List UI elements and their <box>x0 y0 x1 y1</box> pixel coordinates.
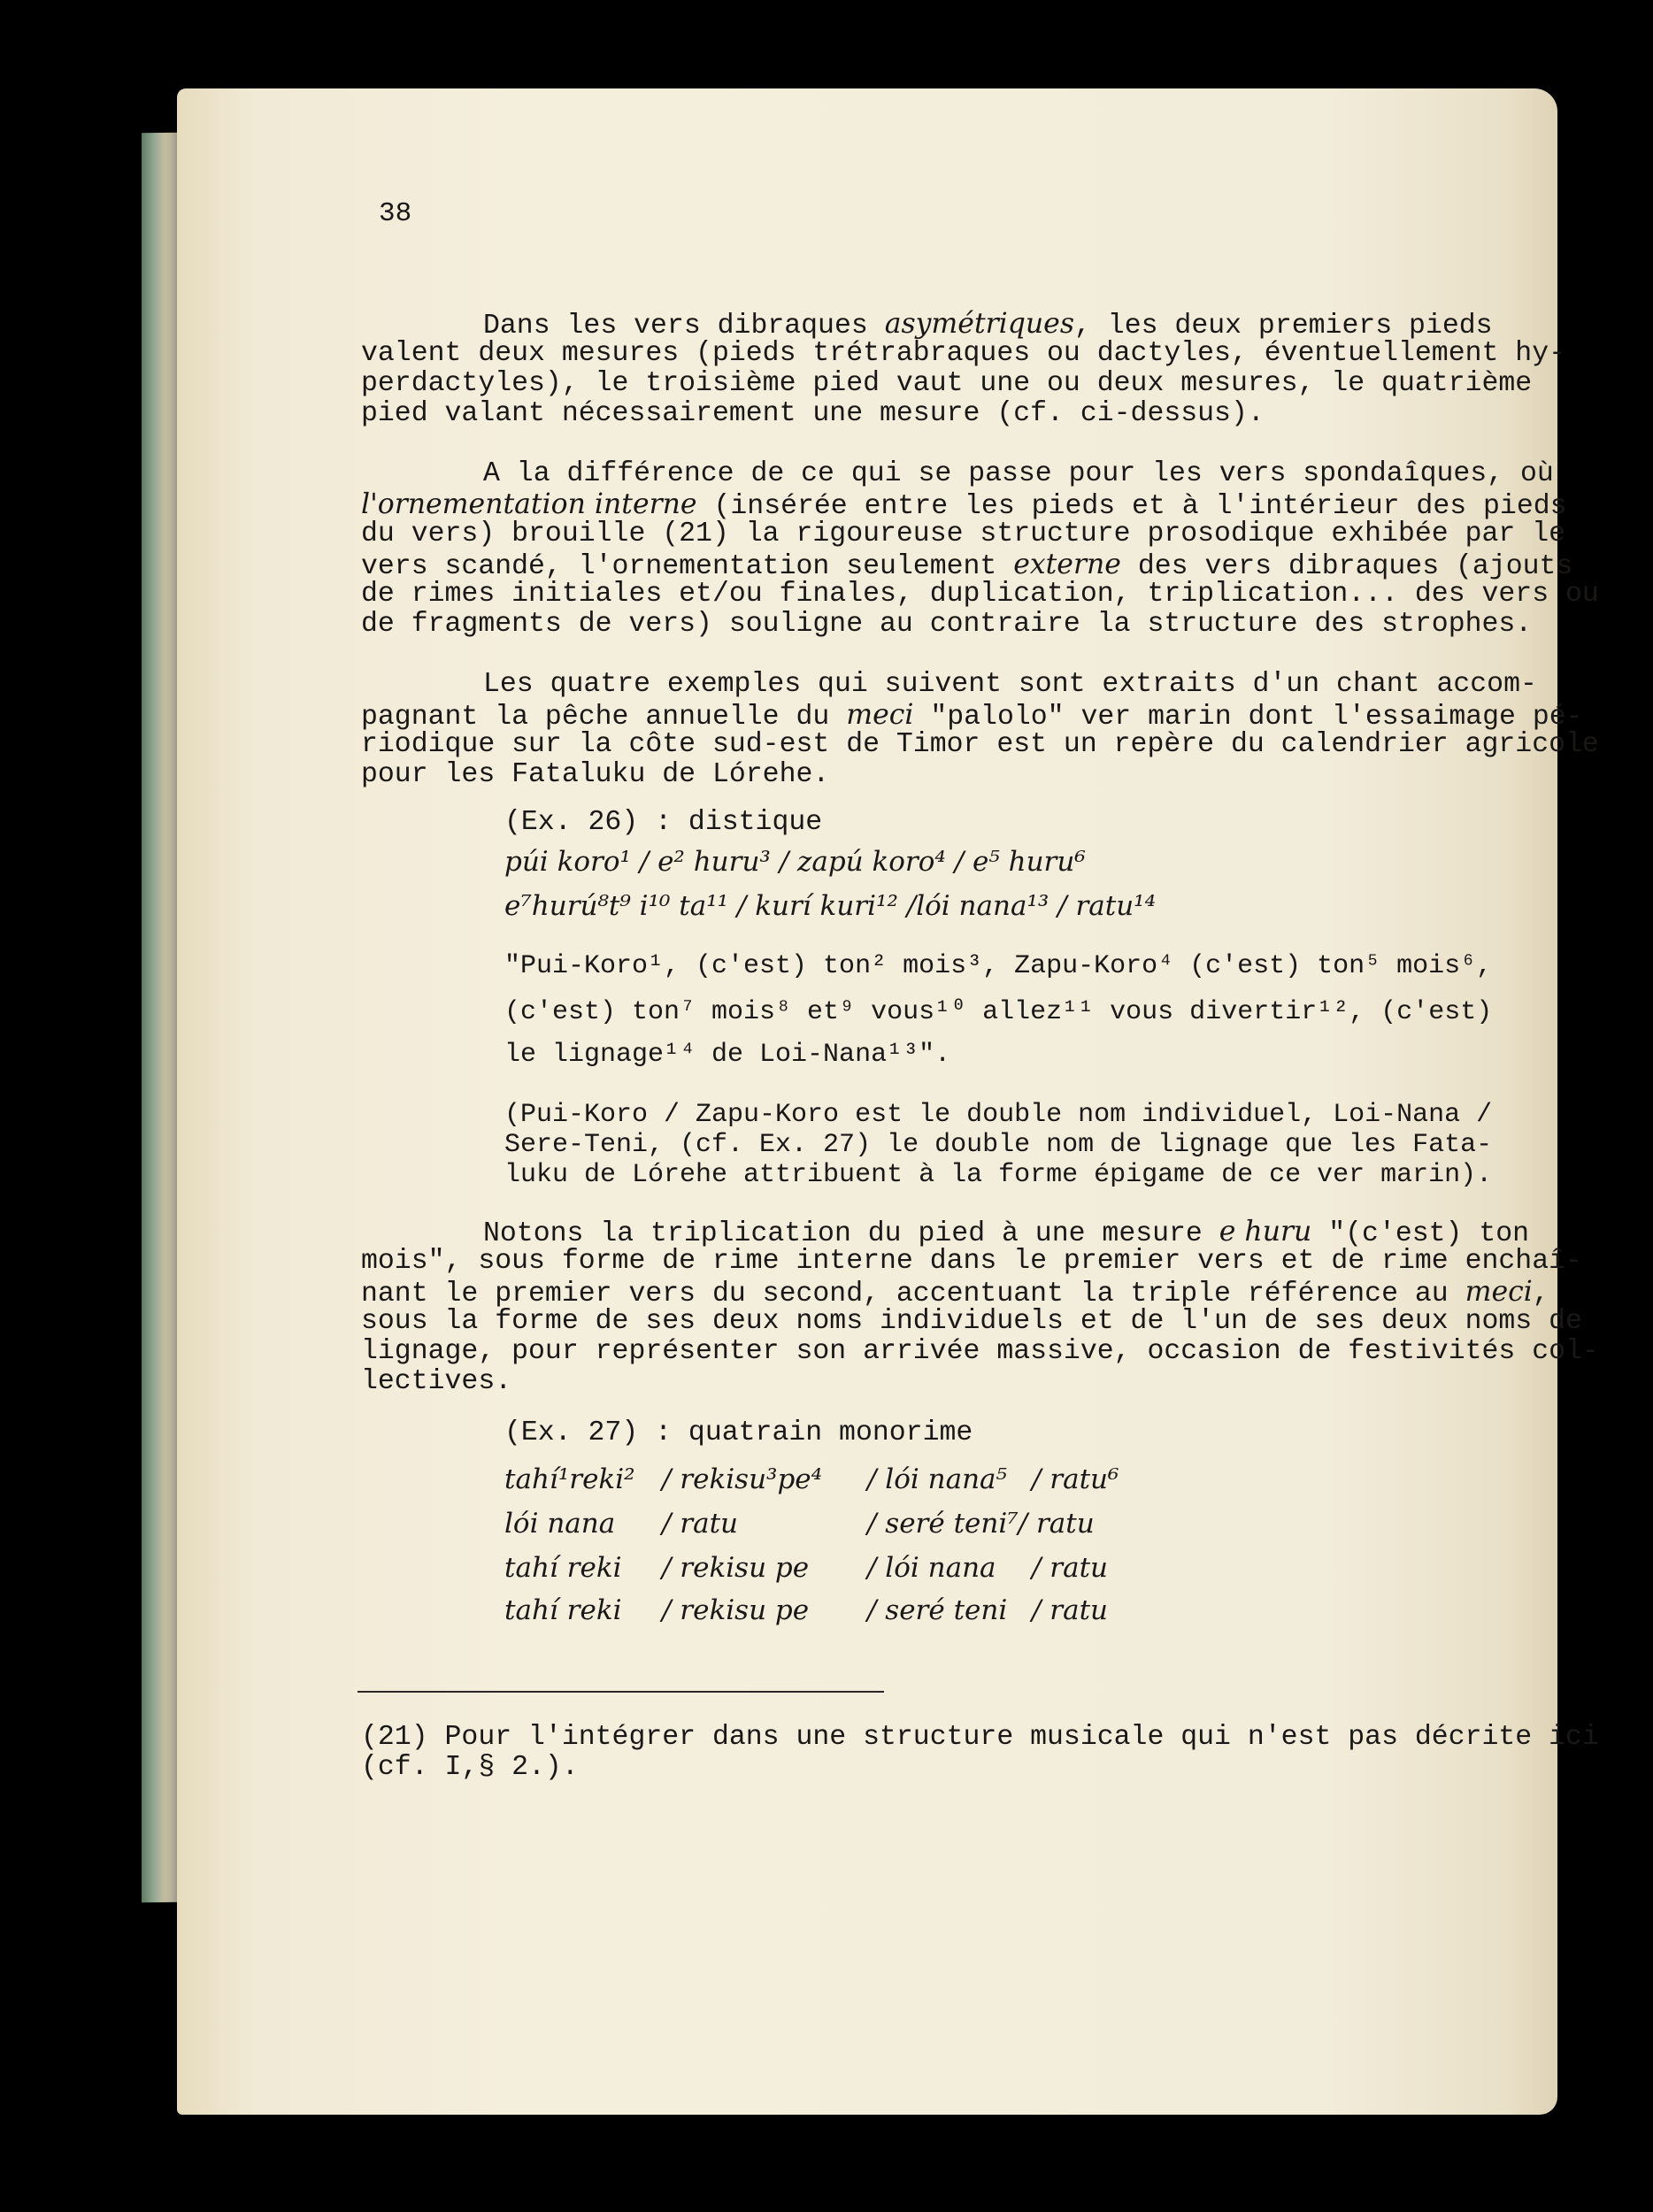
para3-line-3: riodique sur la côte sud-est de Timor est un repère du calendrier agricole <box>361 729 1599 760</box>
para2-line-6: de fragments de vers) souligne au contraire la structure des strophes. <box>361 609 1533 640</box>
page-number: 38 <box>379 198 412 229</box>
para1-line-1-part-a: Dans les vers dibraques <box>483 311 885 342</box>
ex27-heading: (Ex. 27) : quatrain monorime <box>504 1417 973 1448</box>
para1-line-3: perdactyles), le troisième pied vaut une ou deux mesures, le quatrième <box>361 368 1533 399</box>
para3-line-4: pour les Fataluku de Lórehe. <box>361 759 830 790</box>
para4-emphasis-ehuru: e huru <box>1219 1216 1312 1248</box>
para4-line-2: mois", sous forme de rime interne dans le premier vers et de rime enchaî- <box>361 1246 1582 1277</box>
para4-line-1-part-b: "(c'est) ton <box>1311 1218 1530 1249</box>
ex26-note-1: (Pui-Koro / Zapu-Koro est le double nom individuel, Loi-Nana / <box>504 1100 1493 1130</box>
ex26-note-3: luku de Lórehe attribuent à la forme épigame de ce ver marin). <box>504 1160 1493 1190</box>
para3-line-2-part-a: pagnant la pêche annuelle du <box>361 702 847 733</box>
para2-line-4-part-b: des vers dibraques (ajouts <box>1120 551 1573 582</box>
para2-emphasis-interne: l'ornementation interne <box>361 488 697 520</box>
para4-line-3-part-a: nant le premier vers du second, accentuant la triple référence au <box>361 1279 1465 1310</box>
ex26-heading: (Ex. 26) : distique <box>504 807 823 838</box>
para1-line-4: pied valant nécessairement une mesure (cf. ci-dessus). <box>361 398 1265 429</box>
para2-line-5: de rimes initiales et/ou finales, duplication, triplication... des vers ou <box>361 579 1599 610</box>
para1-emphasis: asymétriques <box>884 308 1074 340</box>
para2-line-3: du vers) brouille (21) la rigoureuse structure prosodique exhibée par le <box>361 518 1566 549</box>
para4-line-5: lignage, pour représenter son arrivée massive, occasion de festivités col- <box>361 1336 1599 1367</box>
para4-line-3-part-b: , <box>1532 1279 1549 1310</box>
ex27-row-4-col-1: tahí reki <box>504 1594 622 1626</box>
ex26-translation-2: (c'est) ton⁷ mois⁸ et⁹ vous¹⁰ allez¹¹ vous divertir¹², (c'est) <box>504 997 1493 1027</box>
para2-line-4-part-a: vers scandé, l'ornementation seulement <box>361 551 1014 582</box>
ex27-row-1-col-3: / lói nana⁵ <box>867 1463 1007 1495</box>
ex27-row-4-col-3: / seré teni <box>867 1594 1008 1626</box>
para4-line-6: lectives. <box>361 1366 512 1397</box>
para1-line-2: valent deux mesures (pieds trétrabraques ou dactyles, éventuellement hy- <box>361 338 1566 369</box>
footnote-line-1: (21) Pour l'intégrer dans une structure musicale qui n'est pas décrite ici <box>361 1722 1599 1753</box>
para4-line-1-part-a: Notons la triplication du pied à une mesure <box>483 1218 1219 1249</box>
ex27-row-1-col-1: tahí¹reki² <box>504 1463 635 1495</box>
ex26-note-2: Sere-Teni, (cf. Ex. 27) le double nom de lignage que les Fata- <box>504 1130 1493 1160</box>
para2-emphasis-externe: externe <box>1013 549 1121 580</box>
para4-line-4: sous la forme de ses deux noms individuels et de l'un de ses deux noms de <box>361 1306 1582 1337</box>
ex26-verse-2: e⁷hurú⁸t⁹ i¹⁰ ta¹¹ / kurí kuri¹² /lói nana¹³ / ratu¹⁴ <box>504 890 1157 922</box>
ex27-row-3-col-3: / lói nana <box>867 1552 996 1584</box>
ex26-translation-3: le lignage¹⁴ de Loi-Nana¹³". <box>504 1040 951 1070</box>
ex26-verse-1: púi koro¹ / e² huru³ / zapú koro⁴ / e⁵ huru⁶ <box>504 846 1086 878</box>
ex27-row-2-col-1: lói nana <box>504 1508 616 1540</box>
ex27-row-2-col-3: / seré teni⁷/ ratu <box>867 1508 1095 1540</box>
para1-line-1-part-b: , les deux premiers pieds <box>1074 311 1493 342</box>
ex27-row-1-col-4: / ratu⁶ <box>1032 1463 1119 1495</box>
ex27-row-4-col-2: / rekisu pe <box>662 1594 810 1626</box>
para4-emphasis-meci: meci <box>1465 1276 1533 1308</box>
para2-line-1: A la différence de ce qui se passe pour les vers spondaîques, où <box>483 458 1554 489</box>
footnote-rule <box>358 1691 884 1693</box>
para2-line-2-rest: (insérée entre les pieds et à l'intérieur des pieds <box>696 491 1567 522</box>
para3-emphasis-meci: meci <box>846 699 914 731</box>
ex27-row-1-col-2: / rekisu³pe⁴ <box>662 1463 823 1495</box>
ex27-row-4-col-4: / ratu <box>1032 1594 1109 1626</box>
ex27-row-3-col-4: / ratu <box>1032 1552 1109 1584</box>
ex27-row-3-col-1: tahí reki <box>504 1552 622 1584</box>
ex27-row-2-col-2: / ratu <box>662 1508 739 1540</box>
para3-line-2-part-b: "palolo" ver marin dont l'essaimage pé- <box>913 702 1583 733</box>
ex26-translation-1: "Pui-Koro¹, (c'est) ton² mois³, Zapu-Koro⁴ (c'est) ton⁵ mois⁶, <box>504 951 1493 981</box>
para3-line-1: Les quatre exemples qui suivent sont extraits d'un chant accom- <box>483 669 1537 700</box>
footnote-line-2: (cf. I,§ 2.). <box>361 1752 579 1783</box>
ex27-row-3-col-2: / rekisu pe <box>662 1552 810 1584</box>
